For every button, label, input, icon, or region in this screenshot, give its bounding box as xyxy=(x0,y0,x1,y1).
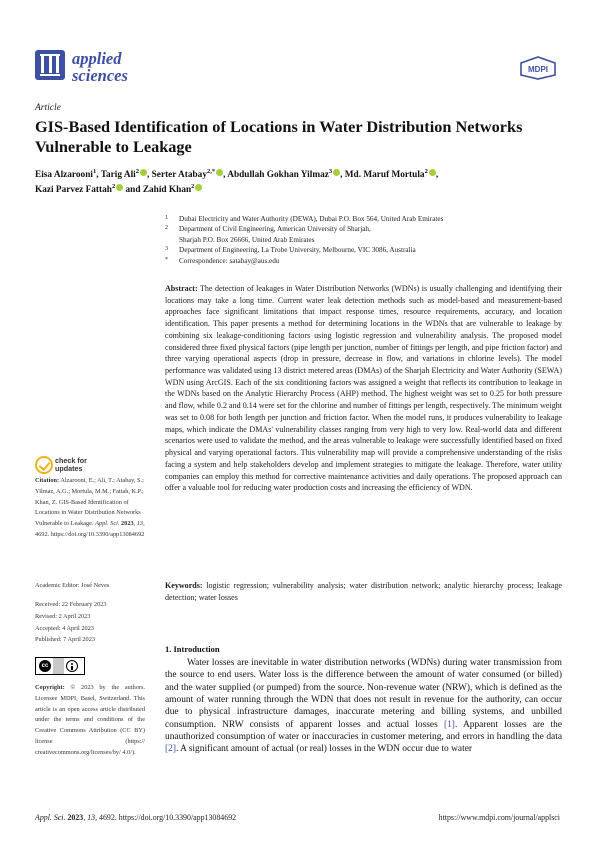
check-updates-icon xyxy=(35,456,53,474)
publication-dates: Received: 22 February 2023 Revised: 2 April 2023 Accepted: 4 April 2023 Published: 7 April 2023 xyxy=(35,601,107,644)
keywords: Keywords: logistic regression; vulnerability analysis; water distribution network; analytic hierarchy process; leakage detection; water losses xyxy=(165,581,563,602)
mdpi-logo-icon xyxy=(518,56,558,80)
orcid-icon[interactable] xyxy=(333,169,340,176)
author-list: Eisa Alzarooni$^1$, Tarig Ali$^2$ , Serter Atabay$^{2,*}$ , Abdullah Gokhan Yilmaz$^3$ , Md. Maruf Mortula$^2$ , Kazi Parvez Fattah$^2$ and Zahid Khan$^2$ xyxy=(35,168,439,195)
academic-editor: Academic Editor: José Neves xyxy=(35,582,110,589)
introduction-text: Water losses are inevitable in water distribution networks (WDNs) during water transmission from the source to end users. Water loss is the difference between the amount of water consumed (or billed) and the water supplied (or pumped) from the source. Non-revenue water (NRW), which is defined as the amount of water running through the WDN that does not result in revenue for the authority, can occur due to physical infrastructure damages, inaccurate metering and billing systems, and unbilled consumption. NRW consists of apparent losses and actual losses [1]. Apparent losses are the unauthorized consumption of water or inaccuracies in customer metering, and errors in handling the data [2]. A significant amount of actual (or real) losses in the WDN occur due to water xyxy=(165,658,562,755)
author-name: Eisa Alzarooni xyxy=(35,170,93,180)
orcid-icon[interactable] xyxy=(116,184,123,191)
citation-block: Citation: Alzarooni, E.; Ali, T.; Atabay, S.; Yilmaz, A.G.; Mortula, M.M.; Fattah, K.P.; Khan, Z. GIS-Based Identification of Locations in Water Distribution Networks Vulnerable to Leakage. Appl. Sci. 2023, 13, 4692. https://doi.org/10.3390/app13084692 xyxy=(35,477,145,538)
author-name: Tarig Ali xyxy=(100,170,136,180)
journal-name: applied sciences xyxy=(72,49,128,85)
affiliations xyxy=(165,214,565,266)
affiliation-item: 2 Department of Civil Engineering, American University of Sharjah, Sharjah P.O. Box 26666, United Arab Emirates xyxy=(165,225,371,244)
affiliation-item: * Correspondence: satabay@aus.edu xyxy=(165,256,280,265)
author-name: Kazi Parvez Fattah xyxy=(35,184,112,195)
orcid-icon[interactable] xyxy=(140,169,147,176)
orcid-icon[interactable] xyxy=(195,184,202,191)
affiliation-item: 1 Dubai Electricity and Water Authority (DEWA), Dubai P.O. Box 564, United Arab Emirates xyxy=(165,215,444,223)
cc-by-license-icon[interactable]: cc xyxy=(35,657,85,675)
footer-journal-url[interactable]: https://www.mdpi.com/journal/applsci xyxy=(438,813,560,822)
author-name: Md. Maruf Mortula xyxy=(344,170,425,180)
citation-link[interactable]: [2] xyxy=(165,744,176,755)
svg-text:MDPI: MDPI xyxy=(528,65,548,74)
paper-title: GIS-Based Identification of Locations in Water Distribution Networks Vulnerable to Leakage xyxy=(35,117,523,156)
check-for-updates-button[interactable]: check for updates xyxy=(35,456,120,476)
footer-citation: Appl. Sci. 2023, 13, 4692. https://doi.org/10.3390/app13084692 xyxy=(35,813,237,822)
orcid-icon[interactable] xyxy=(216,169,223,176)
journal-logo-icon xyxy=(35,50,65,80)
article-type: Article xyxy=(35,103,61,113)
copyright-notice: Copyright: © 2023 by the authors. Licensee MDPI, Basel, Switzerland. This article is an open access article distributed under the terms and conditions of the Creative Commons Attribution (CC BY) license (https:// creativecommons.org/licenses/by/ 4.0/). xyxy=(35,684,146,756)
citation-link[interactable]: [1] xyxy=(443,719,455,730)
author-name: Serter Atabay xyxy=(151,170,207,180)
author-name: Zahid Khan xyxy=(142,184,192,195)
abstract: Abstract: The detection of leakages in Water Distribution Networks (WDNs) is usually challenging and identifying their locations may take a long time. Current water leak detection methods such as model-based and measurement-based approaches face significant limitations that impact response times, resource requirements, accuracy, and location identification. This paper presents a method for determining locations in the WDNs that are vulnerable to leakage by combining six leakage-conditioning factors using logistic regression and vulnerability analysis. The proposed model considered three fixed physical factors (pipe length per junction, number of fittings per length, and pipe friction factor) and three varying operational aspects (drop in pressure, decrease in flow, and variations in chlorine levels). The model performance was validated using 13 district metered areas (DMAs) of the Sharjah Electricity and Water Authority (SEWA) WDN using ArcGIS. Each of the six conditioning factors was assigned a weight that reflects its contribution to leakage in the WDNs based on the Analytic Hierarchy Process (AHP) method. The highest weight was set to 0.25 for both pressure and flow, while 0.2 and 0.14 were set for the chlorine and number of fittings per length, respectively. The minimum weight was set to 0.08 for both length per junction and friction factor. When the model runs, it produces vulnerability to leakage maps, which indicate the DMAs' vulnerability classes ranging from very high to very low. Real-world data and different scenarios were used to validate the method, and the areas vulnerable to leakage were successfully identified based on fixed physical and varying operational factors. This vulnerability map will provide a comprehensive understanding of the risks facing a system and help stakeholders develop and implement strategies to mitigate the leakage. Therefore, water utility companies can employ this method for corrective maintenance activities and daily operations. The proposed approach can offer a valuable tool for reducing water production costs and increasing the efficiency of WDN. xyxy=(165,284,562,493)
orcid-icon[interactable] xyxy=(429,169,436,176)
affiliation-item: 3 Department of Engineering, La Trobe University, Melbourne, VIC 3086, Australia xyxy=(165,246,416,255)
section-heading: 1. Introduction xyxy=(165,644,220,654)
author-name: Abdullah Gokhan Yilmaz xyxy=(227,170,329,180)
